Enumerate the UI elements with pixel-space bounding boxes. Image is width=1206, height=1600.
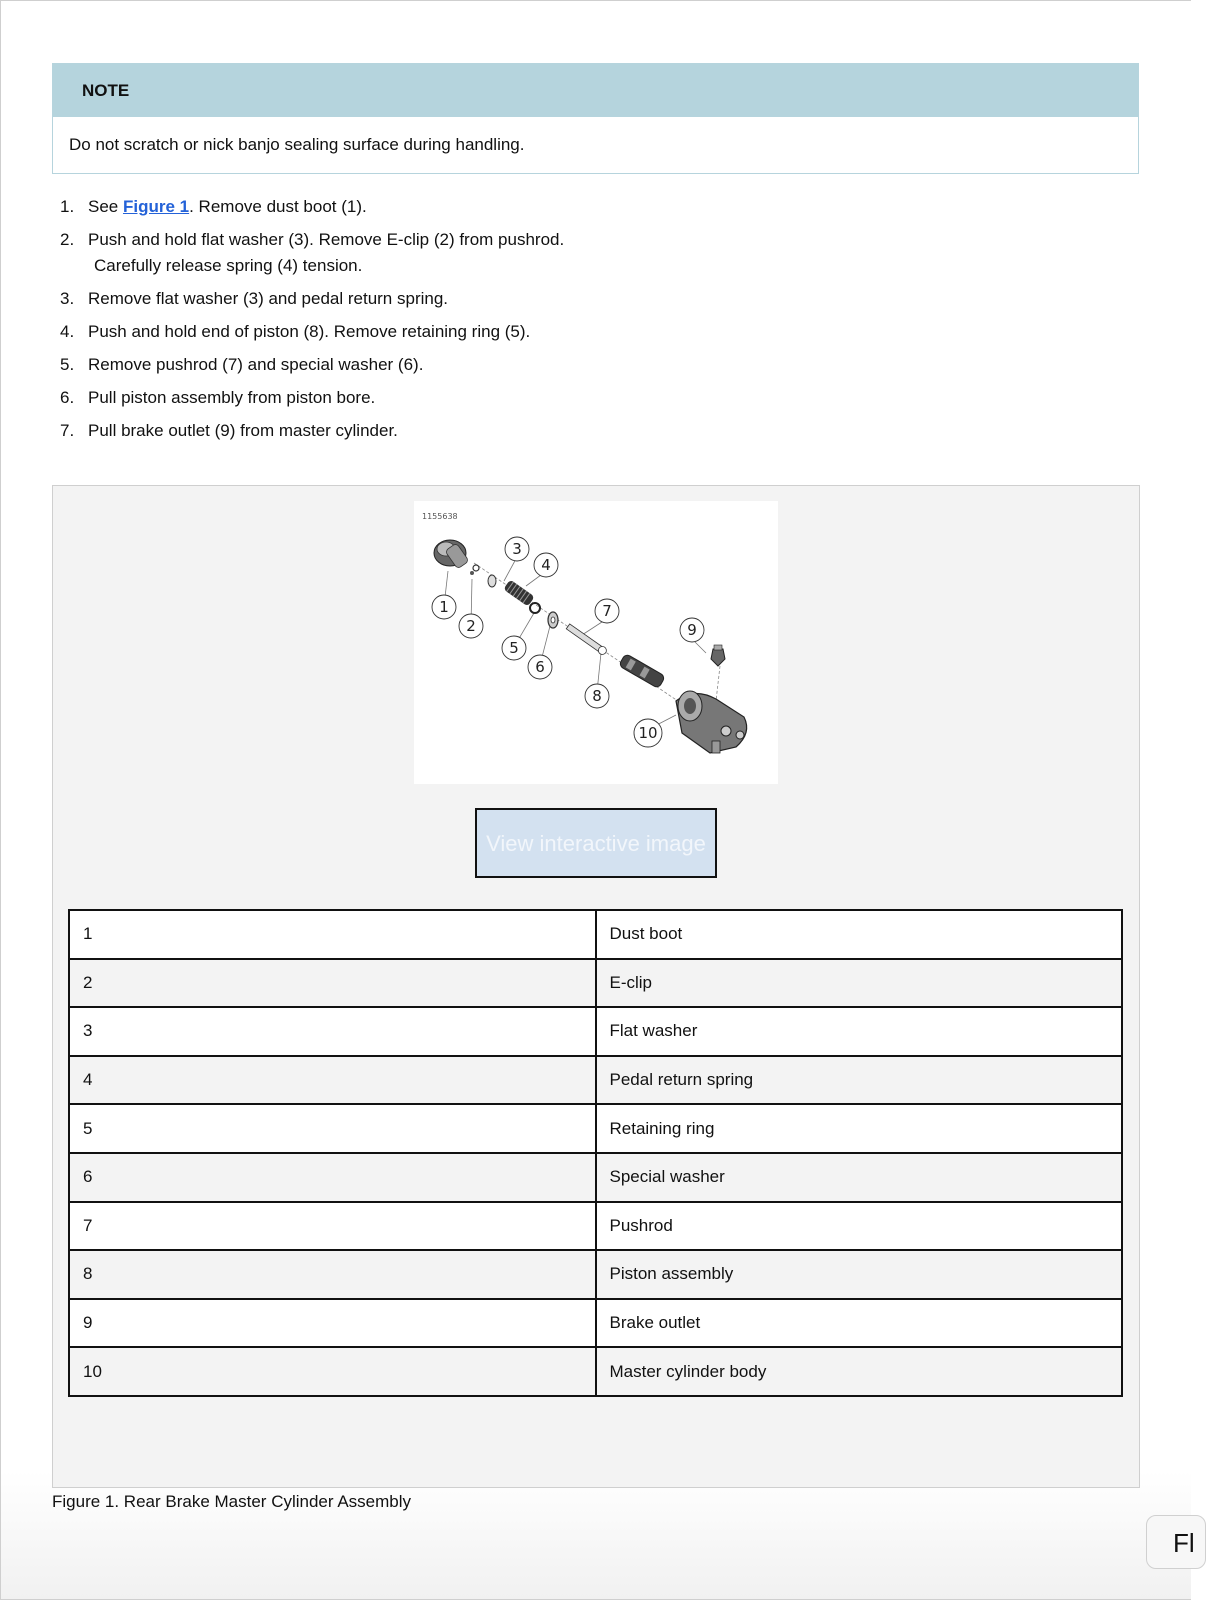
legend-number: 9 (69, 1299, 596, 1348)
legend-number: 7 (69, 1202, 596, 1251)
note-heading: NOTE (53, 64, 1138, 117)
callout-2: 2 (466, 617, 476, 635)
feedback-tab[interactable]: Fl (1146, 1515, 1206, 1569)
table-row (69, 1299, 1122, 1348)
table-row (69, 1056, 1122, 1105)
note-text: Do not scratch or nick banjo sealing surface during handling. (69, 135, 525, 154)
step-item: 2. Push and hold flat washer (3). Remove E-clip (2) from pushrod. Carefully release spring (4) tension. (60, 230, 565, 275)
legend-part: Dust boot (596, 910, 1123, 959)
step-item: 1. See Figure 1. Remove dust boot (1). (60, 197, 367, 216)
step-item: 6. Pull piston assembly from piston bore. (60, 388, 376, 407)
table-row (69, 910, 1122, 959)
legend-number: 2 (69, 959, 596, 1008)
legend-number: 10 (69, 1347, 596, 1396)
legend-part: E-clip (596, 959, 1123, 1008)
legend-part: Flat washer (596, 1007, 1123, 1056)
legend-number: 4 (69, 1056, 596, 1105)
exploded-view-diagram[interactable] (414, 501, 778, 784)
step-item: 7. Pull brake outlet (9) from master cylinder. (60, 421, 398, 440)
legend-part: Brake outlet (596, 1299, 1123, 1348)
table-row (69, 1153, 1122, 1202)
step-item: 3. Remove flat washer (3) and pedal return spring. (60, 289, 449, 308)
callout-10: 10 (638, 724, 658, 742)
callout-8: 8 (592, 687, 602, 705)
procedure-steps (52, 197, 564, 454)
legend-number: 5 (69, 1104, 596, 1153)
figure-caption: Figure 1. Rear Brake Master Cylinder Assembly (52, 1492, 412, 1511)
figure-1-link[interactable]: Figure 1 (122, 197, 190, 216)
legend-number: 8 (69, 1250, 596, 1299)
callout-7: 7 (602, 602, 612, 620)
note-box (52, 63, 1139, 174)
table-row (69, 1347, 1122, 1396)
callout-4: 4 (541, 556, 551, 574)
legend-part: Pedal return spring (596, 1056, 1123, 1105)
image-id-label: 1155638 (422, 512, 458, 521)
parts-legend-table (68, 909, 1123, 1397)
legend-part: Master cylinder body (596, 1347, 1123, 1396)
table-row (69, 1250, 1122, 1299)
legend-part: Special washer (596, 1153, 1123, 1202)
legend-part: Retaining ring (596, 1104, 1123, 1153)
step-continuation: Carefully release spring (4) tension. (94, 256, 363, 275)
callout-6: 6 (535, 658, 545, 676)
callout-1: 1 (439, 598, 449, 616)
step-item: 5. Remove pushrod (7) and special washer (6). (60, 355, 424, 374)
callout-3: 3 (512, 540, 522, 558)
legend-number: 6 (69, 1153, 596, 1202)
table-row (69, 1104, 1122, 1153)
table-row (69, 1007, 1122, 1056)
step-item: 4. Push and hold end of piston (8). Remove retaining ring (5). (60, 322, 531, 341)
table-row (69, 959, 1122, 1008)
table-row (69, 1202, 1122, 1251)
callout-9: 9 (687, 621, 697, 639)
legend-number: 3 (69, 1007, 596, 1056)
legend-number: 1 (69, 910, 596, 959)
legend-part: Piston assembly (596, 1250, 1123, 1299)
callout-5: 5 (509, 639, 519, 657)
legend-part: Pushrod (596, 1202, 1123, 1251)
view-interactive-image-button[interactable]: View interactive image (475, 808, 717, 878)
